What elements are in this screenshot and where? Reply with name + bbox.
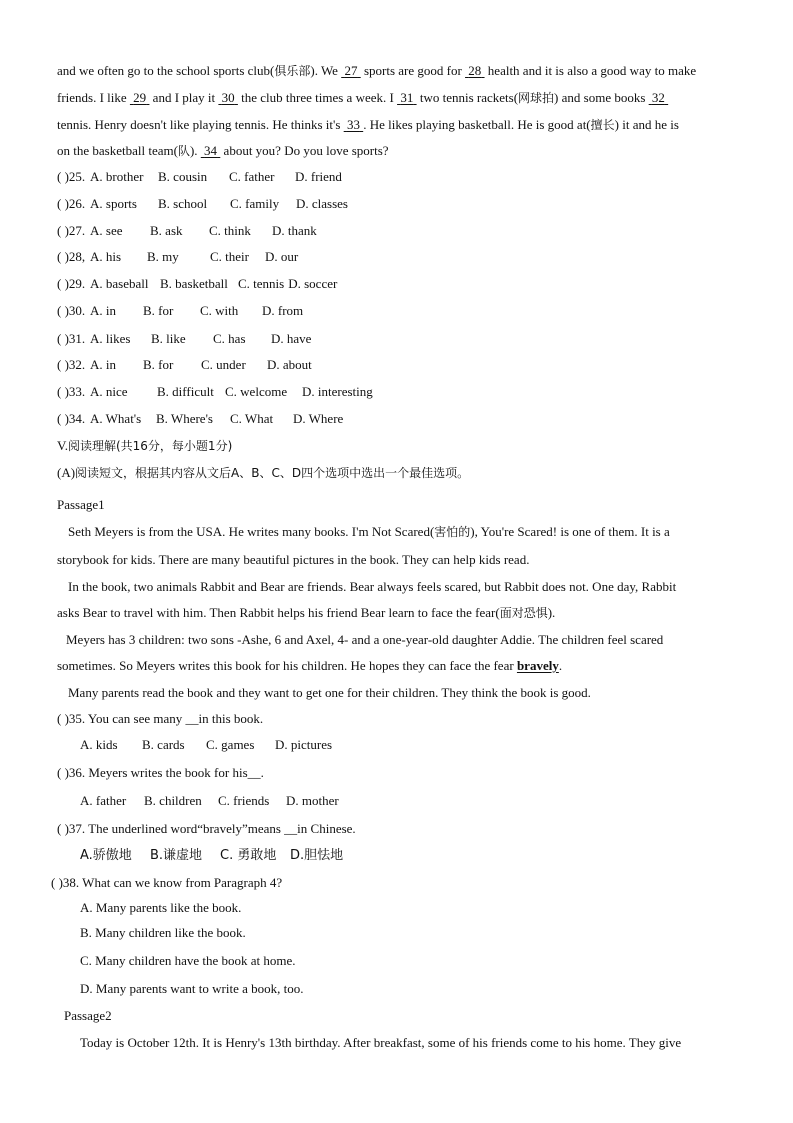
option-a: A.骄傲地	[80, 848, 132, 863]
text: ). We	[310, 63, 342, 78]
option-c: C. under	[201, 357, 246, 372]
option-b: B. cousin	[158, 169, 208, 184]
blank-33: 33	[346, 117, 360, 132]
option-b: B. difficult	[157, 384, 214, 399]
option-a: A. in	[90, 303, 116, 318]
option-a: A. father	[80, 793, 127, 808]
cloze-question-row	[57, 222, 317, 240]
cloze-question-row	[57, 302, 303, 320]
option-d: D. classes	[296, 196, 348, 211]
blank-32: 32	[651, 90, 665, 105]
blank-31: 31	[400, 90, 414, 105]
text-cjk: 面对恐惧	[499, 606, 548, 620]
question-36-options	[80, 792, 339, 810]
question-number: ( )27.	[57, 223, 86, 238]
passage2-para1-line1: Today is October 12th. It is Henry's 13th birthday. After breakfast, some of his friends come to his home. They give	[80, 1035, 682, 1050]
passage1-para2-line2	[57, 604, 555, 622]
text-cjk: 队	[177, 144, 190, 158]
option-c: C. with	[200, 303, 239, 318]
text: about you? Do you love sports?	[220, 143, 389, 158]
question-number: ( )32.	[57, 357, 86, 372]
text-cjk: (共16分，每小题1分)	[115, 439, 233, 453]
option-a: A. see	[90, 223, 123, 238]
option-c: C. father	[229, 169, 275, 184]
question-38-option-b: B. Many children like the book.	[80, 925, 246, 940]
option-a: A. What's	[90, 411, 142, 426]
text-cjk: 害怕的	[434, 525, 471, 539]
text: ) and some books	[554, 90, 649, 105]
text: health and it is also a good way to make	[484, 63, 697, 78]
text: asks Bear to travel with him. Then Rabbit helps his friend Bear learn to face the fear(	[57, 605, 500, 620]
option-c: C. has	[213, 331, 246, 346]
text: tennis. Henry doesn't like playing tennis. He thinks it's	[57, 117, 344, 132]
section-instructions	[57, 464, 469, 482]
passage1-para1-line2: storybook for kids. There are many beautiful pictures in the book. They can help kids read.	[57, 552, 530, 567]
option-b: B.谦虚地	[150, 848, 203, 863]
passage2-label: Passage2	[64, 1008, 112, 1023]
option-c: C. 勇敢地	[220, 848, 277, 863]
option-d: D. about	[267, 357, 312, 372]
question-37-stem: ( )37. The underlined word“bravely”means __in Chinese.	[57, 821, 356, 836]
text: sometimes. So Meyers writes this book for his children. He hopes they can face the fear	[57, 658, 517, 673]
section-title	[57, 437, 232, 455]
option-c: C. their	[210, 249, 249, 264]
passage1-para3-line1: Meyers has 3 children: two sons -Ashe, 6 and Axel, 4- and a one-year-old daughter Addie. The children feel scared	[66, 632, 664, 647]
cloze-question-row	[57, 410, 343, 428]
question-37-options	[80, 846, 343, 865]
text: the club three times a week. I	[237, 90, 398, 105]
question-36-stem: ( )36. Meyers writes the book for his__.	[57, 765, 264, 780]
question-number: ( )25.	[57, 169, 86, 184]
text: (A)	[57, 465, 76, 480]
question-number: ( )31.	[57, 331, 86, 346]
option-b: B. cards	[142, 737, 185, 752]
option-d: D. thank	[272, 223, 317, 238]
text: and we often go to the school sports club(	[57, 63, 275, 78]
text-cjk: 阅读理解	[67, 439, 116, 453]
option-c: C. think	[209, 223, 251, 238]
text: Seth Meyers is from the USA. He writes many books. I'm Not Scared(	[68, 524, 435, 539]
option-a: A. his	[90, 249, 122, 264]
cloze-question-row	[57, 383, 373, 401]
option-b: B. Where's	[156, 411, 213, 426]
option-b: B. my	[147, 249, 179, 264]
option-d: D. our	[265, 249, 299, 264]
text: V.	[57, 438, 68, 453]
passage1-para4: Many parents read the book and they want to get one for their children. They think the book is good.	[68, 685, 591, 700]
blank-34: 34	[204, 143, 218, 158]
text: two tennis rackets(	[416, 90, 519, 105]
question-number: ( )29.	[57, 276, 86, 291]
option-d: D. soccer	[288, 276, 338, 291]
option-c: C. tennis	[238, 276, 285, 291]
cloze-line-3	[57, 116, 740, 134]
option-c: C. family	[230, 196, 280, 211]
text: ).	[189, 143, 201, 158]
text-cjk: 网球拍	[518, 91, 555, 105]
option-d: D. mother	[286, 793, 339, 808]
option-b: B. ask	[150, 223, 183, 238]
text: .	[558, 658, 563, 673]
question-38-option-d: D. Many parents want to write a book, too.	[80, 981, 304, 996]
option-c: C. What	[230, 411, 274, 426]
option-d: D. have	[271, 331, 312, 346]
cloze-question-row	[57, 275, 337, 293]
option-c: C. friends	[218, 793, 270, 808]
option-d: D. from	[262, 303, 304, 318]
text: on the basketball team(	[57, 143, 178, 158]
option-b: B. children	[144, 793, 202, 808]
option-a: A. in	[90, 357, 116, 372]
option-c: C. welcome	[225, 384, 288, 399]
option-a: A. baseball	[90, 276, 149, 291]
option-d: D. Where	[293, 411, 344, 426]
text: ).	[547, 605, 556, 620]
option-a: A. nice	[90, 384, 128, 399]
option-d: D. interesting	[302, 384, 373, 399]
option-b: B. for	[143, 357, 174, 372]
question-number: ( )33.	[57, 384, 86, 399]
question-number: ( )26.	[57, 196, 86, 211]
question-35-stem: ( )35. You can see many __in this book.	[57, 711, 264, 726]
question-number: ( )34.	[57, 411, 86, 426]
option-d: D. pictures	[275, 737, 333, 752]
text: . He likes playing basketball. He is good at(	[363, 117, 591, 132]
cloze-line-2	[57, 89, 740, 107]
blank-28: 28	[468, 63, 482, 78]
cloze-question-row	[57, 195, 348, 213]
cloze-line-4	[57, 142, 389, 160]
cloze-question-row	[57, 356, 312, 374]
passage1-para1-line1	[68, 523, 670, 541]
passage1-para2-line1: In the book, two animals Rabbit and Bear are friends. Bear always feels scared, but Rabbit does not. One day, Rabbit	[68, 579, 677, 594]
question-number: ( )30.	[57, 303, 86, 318]
question-38-stem: ( )38. What can we know from Paragraph 4?	[51, 875, 283, 890]
option-a: A. brother	[90, 169, 144, 184]
cloze-question-row	[57, 330, 311, 348]
option-d: D. friend	[295, 169, 342, 184]
question-38-option-a: A. Many parents like the book.	[80, 900, 242, 915]
text-cjk: 擅长	[590, 118, 615, 132]
option-a: A. likes	[90, 331, 131, 346]
question-number: ( )28,	[57, 249, 86, 264]
option-d: D.胆怯地	[290, 848, 344, 863]
blank-27: 27	[344, 63, 358, 78]
cloze-line-1	[57, 62, 740, 80]
option-a: A. kids	[80, 737, 118, 752]
passage1-para3-line2	[57, 657, 562, 675]
option-c: C. games	[206, 737, 255, 752]
question-38-option-c: C. Many children have the book at home.	[80, 953, 296, 968]
option-b: B. school	[158, 196, 208, 211]
text: and I play it	[149, 90, 219, 105]
option-a: A. sports	[90, 196, 137, 211]
text: friends. I like	[57, 90, 130, 105]
text-cjk: 俱乐部	[274, 64, 311, 78]
underlined-word: bravely	[516, 658, 559, 673]
text-cjk: 阅读短文，根据其内容从文后A、B、C、D四个选项中选出一个最佳选项。	[75, 466, 470, 480]
cloze-question-row	[57, 168, 342, 186]
text: sports are good for	[360, 63, 466, 78]
option-b: B. for	[143, 303, 174, 318]
blank-30: 30	[221, 90, 235, 105]
text: ) it and he is	[614, 117, 679, 132]
option-b: B. basketball	[160, 276, 228, 291]
blank-29: 29	[133, 90, 147, 105]
cloze-question-row	[57, 248, 298, 266]
option-b: B. like	[151, 331, 186, 346]
question-35-options	[80, 736, 332, 754]
text: ), You're Scared! is one of them. It is a	[470, 524, 670, 539]
passage1-label: Passage1	[57, 497, 105, 512]
